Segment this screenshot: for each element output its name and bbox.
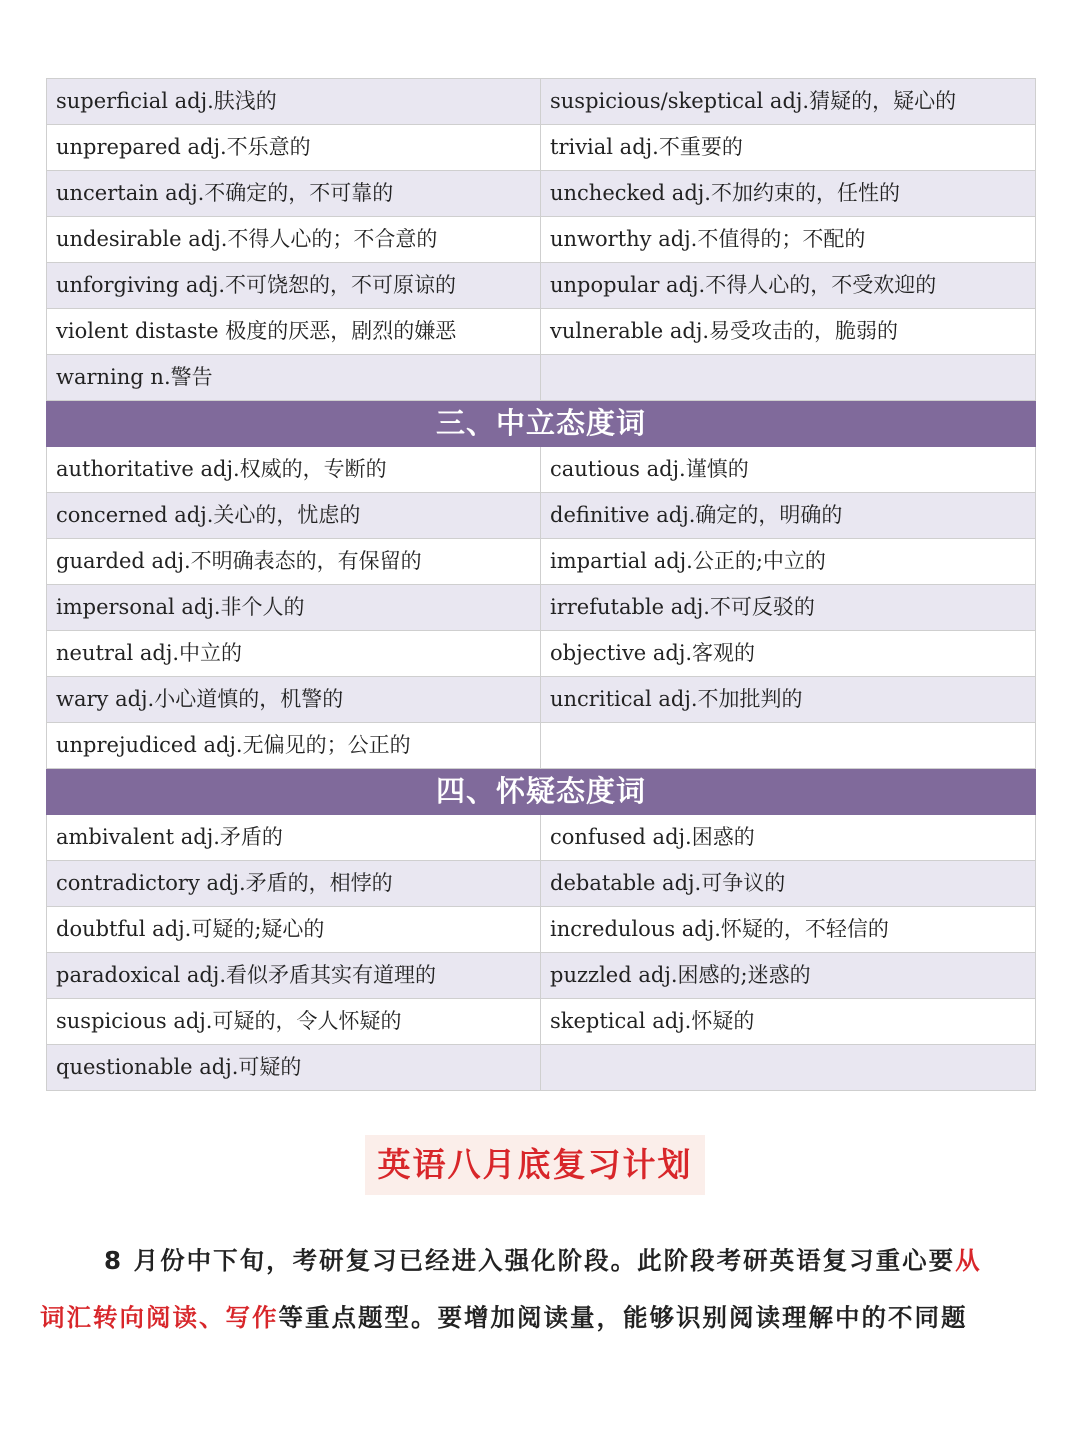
table-row xyxy=(47,447,1036,493)
plan-paragraph xyxy=(40,1232,1040,1346)
table-cell-right: puzzled adj.困感的;迷惑的 xyxy=(541,953,1036,999)
table-cell-right: cautious adj.谨慎的 xyxy=(541,447,1036,493)
table-row xyxy=(47,217,1036,263)
table-cell-right: debatable adj.可争议的 xyxy=(541,861,1036,907)
table-cell-left: impersonal adj.非个人的 xyxy=(47,585,541,631)
table-cell-right: unpopular adj.不得人心的，不受欢迎的 xyxy=(541,263,1036,309)
table-row xyxy=(47,677,1036,723)
table-cell-left: ambivalent adj.矛盾的 xyxy=(47,815,541,861)
table-cell-right: trivial adj.不重要的 xyxy=(541,125,1036,171)
vocabulary-table-body xyxy=(47,79,1036,1091)
table-row xyxy=(47,861,1036,907)
table-cell-left: guarded adj.不明确表态的，有保留的 xyxy=(47,539,541,585)
table-cell-right xyxy=(541,723,1036,769)
table-cell-right: definitive adj.确定的，明确的 xyxy=(541,493,1036,539)
table-row xyxy=(47,999,1036,1045)
table-row xyxy=(47,907,1036,953)
table-row xyxy=(47,79,1036,125)
table-cell-right: unworthy adj.不值得的；不配的 xyxy=(541,217,1036,263)
table-cell-left: warning n.警告 xyxy=(47,355,541,401)
table-cell-left: authoritative adj.权威的，专断的 xyxy=(47,447,541,493)
section-header: 三、中立态度词 xyxy=(47,401,1036,447)
table-cell-left: wary adj.小心道慎的，机警的 xyxy=(47,677,541,723)
table-row xyxy=(47,815,1036,861)
table-cell-right: uncritical adj.不加批判的 xyxy=(541,677,1036,723)
paragraph-line-1 xyxy=(40,1232,1040,1289)
table-cell-right: suspicious/skeptical adj.猜疑的，疑心的 xyxy=(541,79,1036,125)
table-row xyxy=(47,493,1036,539)
section-header-row xyxy=(47,769,1036,815)
paragraph-highlight: 从 xyxy=(955,1246,982,1275)
table-row xyxy=(47,125,1036,171)
table-cell-left: unforgiving adj.不可饶恕的，不可原谅的 xyxy=(47,263,541,309)
table-row xyxy=(47,263,1036,309)
table-cell-left: violent distaste 极度的厌恶，剧烈的嫌恶 xyxy=(47,309,541,355)
vocabulary-table xyxy=(46,78,1036,1091)
table-cell-right: unchecked adj.不加约束的，任性的 xyxy=(541,171,1036,217)
table-cell-left: concerned adj.关心的，忧虑的 xyxy=(47,493,541,539)
paragraph-text: 8 月份中下旬，考研复习已经进入强化阶段。此阶段考研英语复习重心要 xyxy=(104,1246,956,1275)
table-row xyxy=(47,355,1036,401)
table-cell-left: questionable adj.可疑的 xyxy=(47,1045,541,1091)
table-cell-left: undesirable adj.不得人心的；不合意的 xyxy=(47,217,541,263)
table-cell-right: incredulous adj.怀疑的，不轻信的 xyxy=(541,907,1036,953)
table-row xyxy=(47,631,1036,677)
table-cell-right: confused adj.困惑的 xyxy=(541,815,1036,861)
table-cell-right xyxy=(541,1045,1036,1091)
table-cell-left: unprejudiced adj.无偏见的；公正的 xyxy=(47,723,541,769)
table-cell-left: superficial adj.肤浅的 xyxy=(47,79,541,125)
table-cell-left: unprepared adj.不乐意的 xyxy=(47,125,541,171)
table-row xyxy=(47,171,1036,217)
table-cell-left: neutral adj.中立的 xyxy=(47,631,541,677)
table-row xyxy=(47,539,1036,585)
table-cell-right: vulnerable adj.易受攻击的，脆弱的 xyxy=(541,309,1036,355)
table-row xyxy=(47,1045,1036,1091)
table-cell-left: contradictory adj.矛盾的，相悖的 xyxy=(47,861,541,907)
table-row xyxy=(47,585,1036,631)
table-cell-right: irrefutable adj.不可反驳的 xyxy=(541,585,1036,631)
table-cell-left: doubtful adj.可疑的;疑心的 xyxy=(47,907,541,953)
table-cell-right xyxy=(541,355,1036,401)
table-row xyxy=(47,309,1036,355)
section-header-row xyxy=(47,401,1036,447)
table-row xyxy=(47,953,1036,999)
paragraph-line-2 xyxy=(40,1289,1040,1346)
table-cell-right: impartial adj.公正的;中立的 xyxy=(541,539,1036,585)
table-cell-right: objective adj.客观的 xyxy=(541,631,1036,677)
table-cell-left: uncertain adj.不确定的，不可靠的 xyxy=(47,171,541,217)
paragraph-text: 等重点题型。要增加阅读量，能够识别阅读理解中的不同题 xyxy=(278,1303,968,1332)
plan-title: 英语八月底复习计划 xyxy=(365,1135,705,1195)
table-cell-left: suspicious adj.可疑的，令人怀疑的 xyxy=(47,999,541,1045)
table-cell-left: paradoxical adj.看似矛盾其实有道理的 xyxy=(47,953,541,999)
table-cell-right: skeptical adj.怀疑的 xyxy=(541,999,1036,1045)
paragraph-highlight: 词汇转向阅读、写作 xyxy=(40,1303,279,1332)
table-row xyxy=(47,723,1036,769)
section-header: 四、怀疑态度词 xyxy=(47,769,1036,815)
